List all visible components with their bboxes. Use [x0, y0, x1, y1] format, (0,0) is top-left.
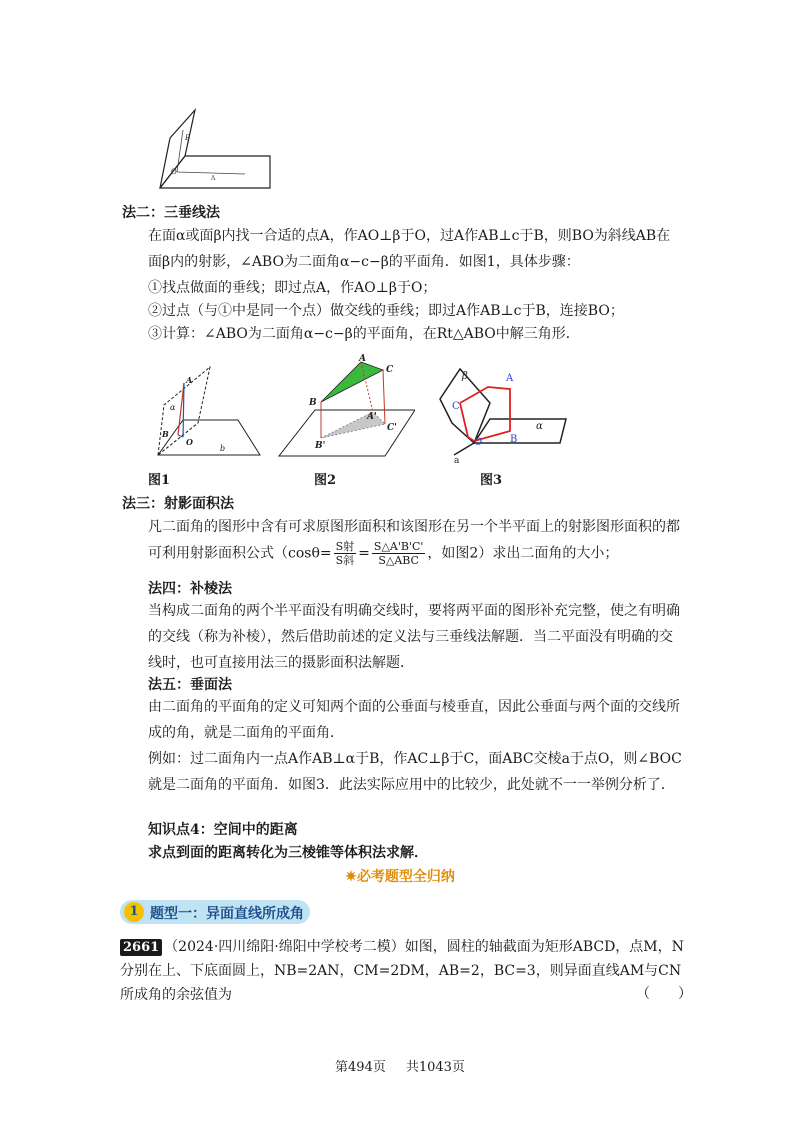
fig1-label-alpha: α	[170, 403, 176, 412]
fig3-label-a: A	[506, 373, 514, 384]
method2-heading: 法二：三垂线法	[122, 205, 220, 221]
page-number: 第494页	[335, 1060, 386, 1075]
question-number: 2661	[120, 939, 162, 956]
page-footer	[0, 1056, 800, 1075]
fraction-area-ratio	[372, 540, 426, 567]
method3-heading: 法三：射影面积法	[122, 496, 234, 512]
caption-fig2: 图2	[314, 473, 337, 488]
caption-fig1: 图1	[148, 473, 171, 488]
method4-paragraph	[122, 598, 682, 676]
type1-number-badge: 1	[124, 902, 144, 922]
frac1-denominator: S斜	[335, 554, 355, 567]
method2-p1: 在面α或面β内找一合适的点A，作AO⊥β于O，过A作AB⊥c于B，则BO为斜线AB在面β内的射影，∠ABO为二面角α−c−β的平面角．如图1，具体步骤：	[148, 228, 671, 270]
total-pages: 共1043页	[405, 1060, 465, 1075]
fig3-label-o: O	[474, 437, 483, 448]
method3-p1-tail: ，如图2）求出二面角的大小；	[427, 545, 619, 562]
fig3-label-alpha: α	[536, 421, 543, 432]
top-label-b: B	[185, 134, 191, 142]
star-icon: ✷	[345, 869, 357, 885]
fig2-label-a-prime: A'	[367, 412, 377, 422]
method5-paragraph-2	[122, 746, 682, 798]
fig2-label-c: C	[386, 365, 394, 375]
fig1-label-o: O	[186, 437, 193, 447]
fig2-label-b: B	[309, 398, 317, 408]
frac2-numerator: S△A'B'C'	[373, 540, 424, 553]
fig1-label-b: B	[162, 429, 169, 439]
method3-p1	[122, 514, 682, 567]
banner-label: 必考题型全归纳	[356, 869, 455, 885]
top-label-a: A	[211, 175, 216, 182]
exam-types-banner	[0, 866, 800, 886]
method2-step3: ③计算：∠ABO为二面角α−c−β的平面角，在Rt△ABO中解三角形．	[148, 326, 580, 342]
fraction-projection-ratio	[334, 540, 357, 567]
answer-blank: （ ）	[636, 986, 692, 1002]
fig3-label-b: B	[510, 434, 518, 445]
kp4-text: 求点到面的距离转化为三棱锥等体积法求解．	[148, 845, 428, 861]
method5-p2: 例如：过二面角内一点A作AB⊥α于B，作AC⊥β于C，面ABC交棱a于点O，则∠BOC就是二面角的平面角．如图3．此法实际应用中的比较少，此处就不一一举例分析了．	[148, 751, 682, 793]
method5-paragraph-1	[122, 694, 682, 746]
figure-2	[275, 352, 415, 464]
question-2661	[120, 935, 685, 1007]
frac2-denominator: S△ABC	[378, 554, 419, 567]
fig3-label-a-edge: a	[454, 456, 460, 465]
figure-1	[148, 365, 268, 465]
top-dihedral-figure	[155, 108, 275, 192]
question-text: （2024·四川绵阳·绵阳中学校考二模）如图，圆柱的轴截面为矩形ABCD，点M，N分别在上、下底面圆上，NB=2AN，CM=2DM，AB=2，BC=3，则异面直线AM与CN所成角的余弦值为	[120, 939, 684, 1003]
caption-fig3: 图3	[480, 473, 503, 488]
fig2-label-a: A	[359, 354, 366, 364]
method5-heading: 法五：垂面法	[148, 677, 232, 693]
method5-p1: 由二面角的平面角的定义可知两个面的公垂面与棱垂直，因此公垂面与两个面的交线所成的角，就是二面角的平面角．	[148, 699, 680, 741]
method2-step1: ①找点做面的垂线；即过点A，作AO⊥β于O；	[148, 280, 437, 296]
fig2-label-b-prime: B'	[315, 441, 326, 451]
method4-p1: 当构成二面角的两个半平面没有明确交线时，要将两平面的图形补充完整，使之有明确的交线（称为补棱），然后借助前述的定义法与三垂线法解题．当二平面没有明确的交线时，也可直接用法三的摄影面积法解题．	[148, 603, 680, 671]
equals-sign: =	[358, 545, 370, 562]
type1-label: 题型一：异面直线所成角	[150, 906, 304, 922]
method2-step2: ②过点（与①中是同一个点）做交线的垂线；即过A作AB⊥c于B，连接BO；	[148, 303, 624, 319]
method2-paragraph	[122, 223, 682, 275]
type1-tag	[120, 900, 310, 924]
kp4-heading: 知识点4：空间中的距离	[148, 822, 298, 838]
method3-paragraph	[122, 514, 682, 567]
frac1-numerator: S射	[335, 540, 355, 553]
top-label-o: O	[171, 168, 177, 176]
fig3-label-beta: β	[462, 371, 468, 382]
fig2-label-c-prime: C'	[387, 423, 397, 433]
method4-heading: 法四：补棱法	[148, 581, 232, 597]
figure-3	[438, 363, 570, 465]
fig1-label-b-plane: b	[220, 444, 226, 453]
fig1-label-a: A	[186, 375, 193, 385]
fig3-label-c: C	[452, 401, 460, 412]
method3-p1-text: 凡二面角的图形中含有可求原图形面积和该图形在另一个半平面上的射影图形面积的都可利用射影面积公式（cosθ=	[148, 519, 680, 562]
